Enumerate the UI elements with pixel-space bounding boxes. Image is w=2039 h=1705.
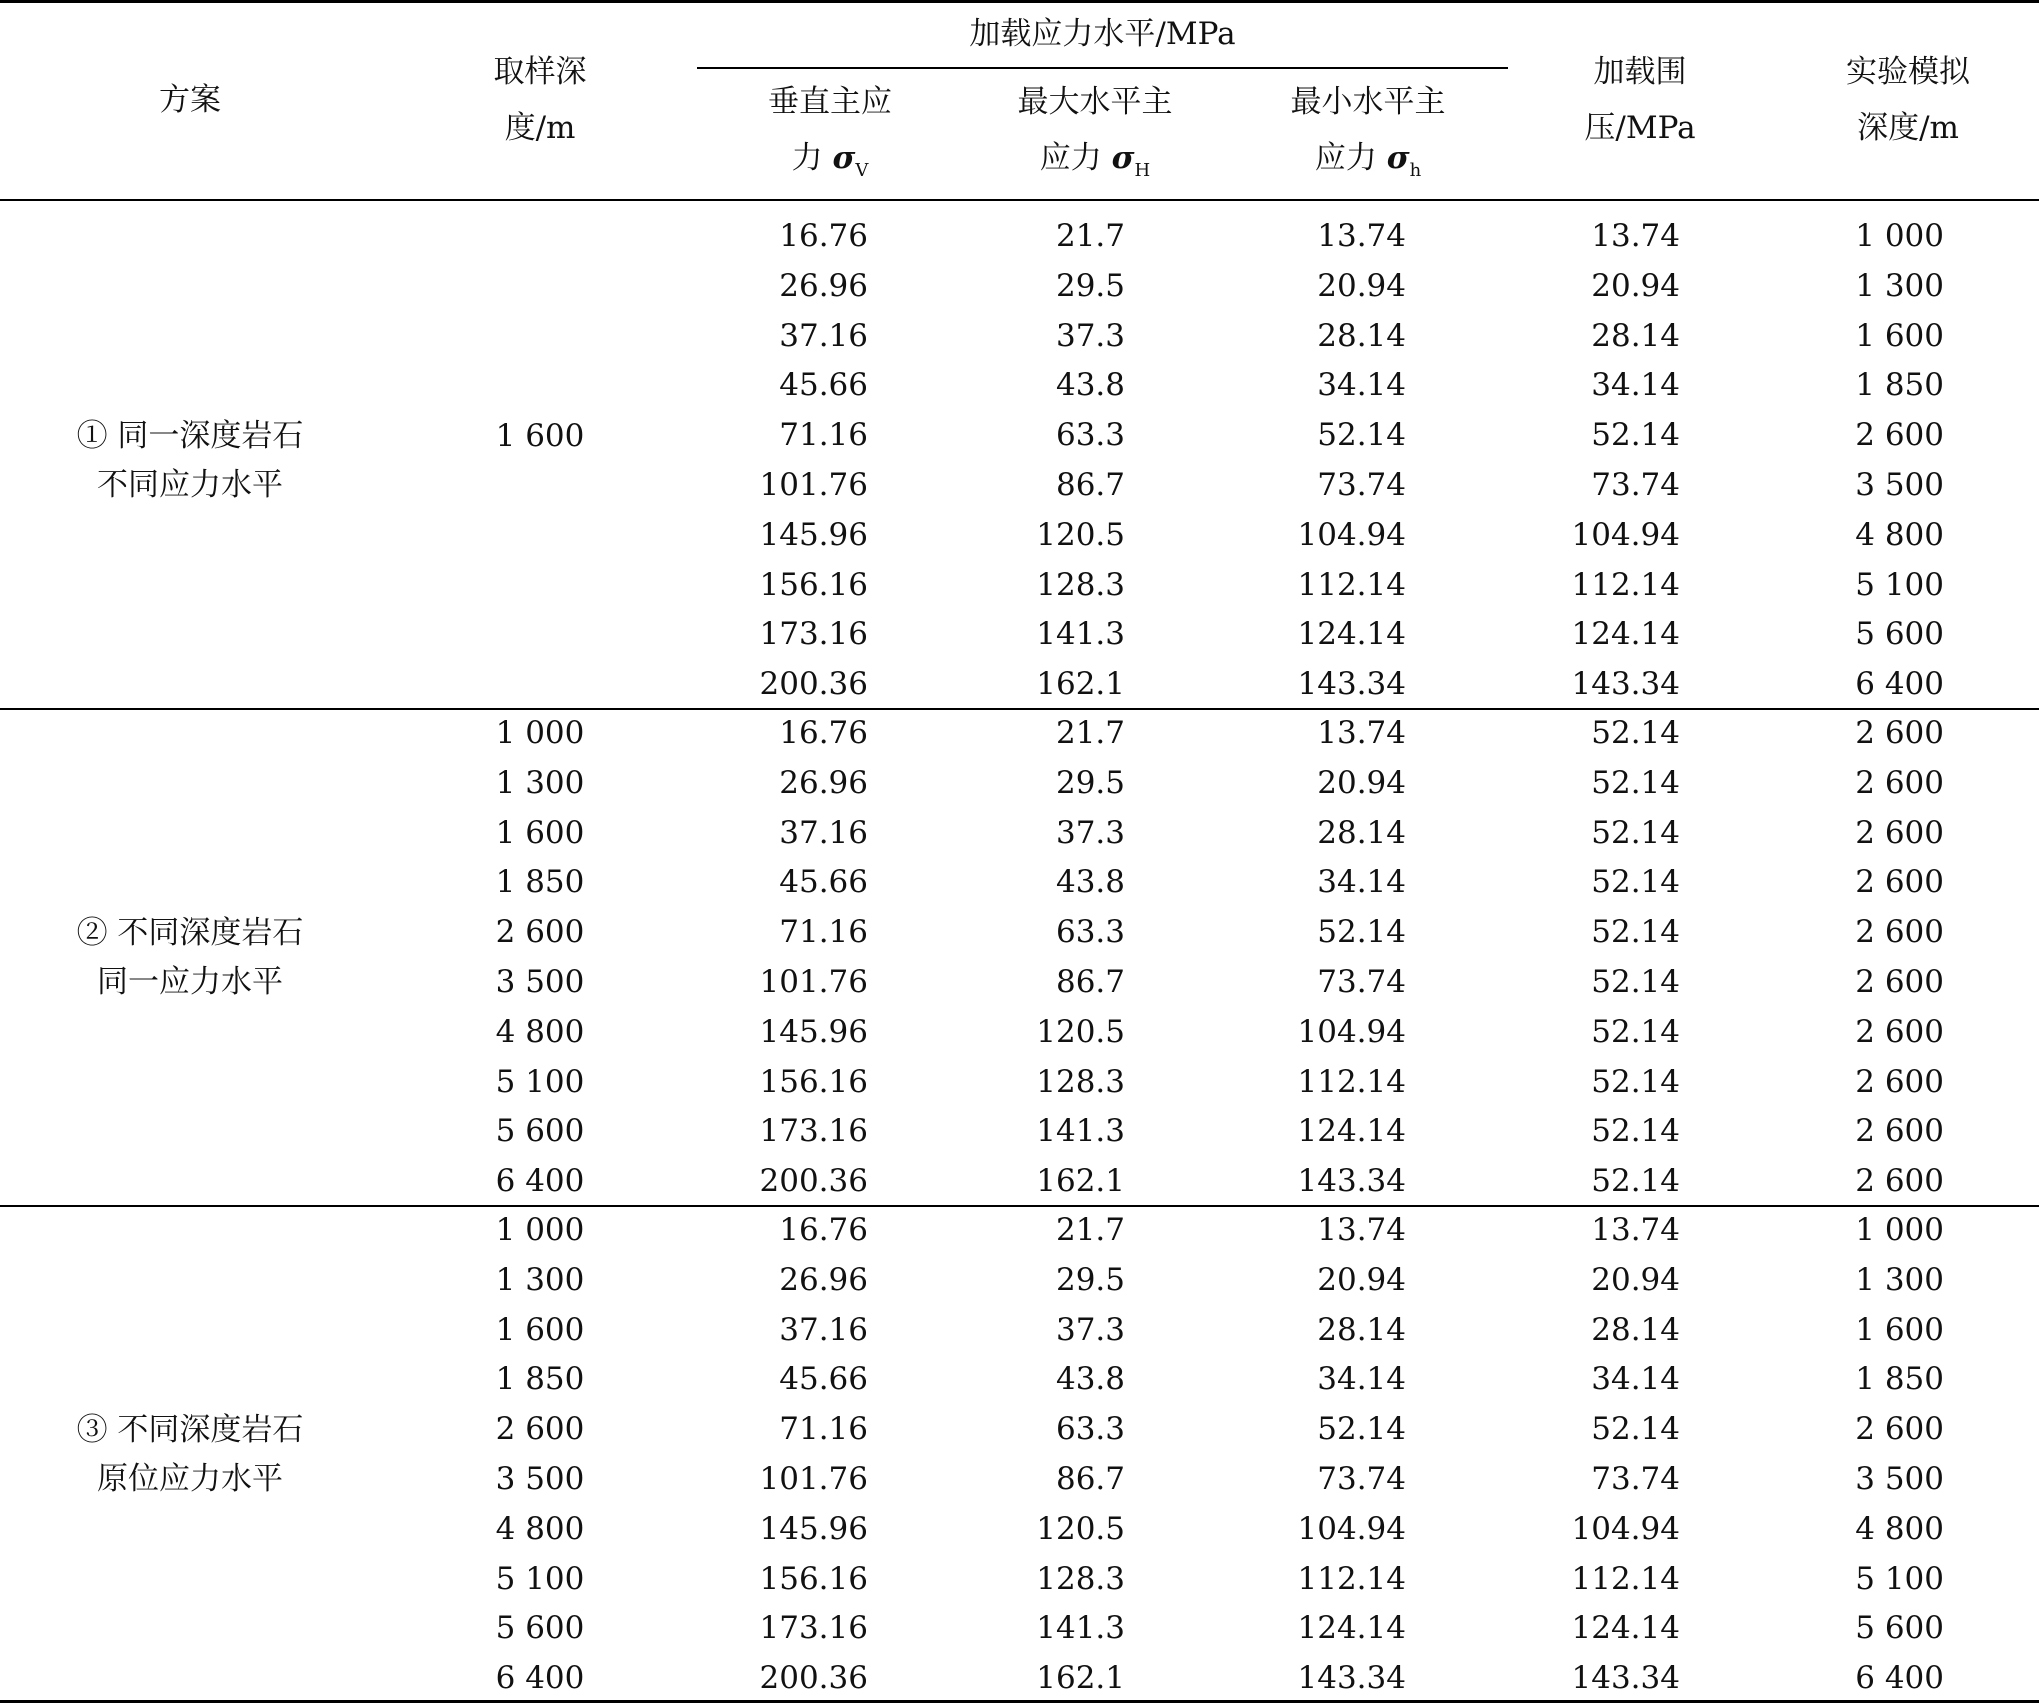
- cell-conf: 13.74: [1591, 218, 1680, 254]
- cell-sim: 1 850: [1855, 367, 1944, 404]
- group-3-label-line1: ③ 不同深度岩石: [76, 1412, 304, 1448]
- header-confining-line2: 压/MPa: [1584, 110, 1696, 146]
- cell-conf: 112.14: [1571, 1560, 1680, 1597]
- cell-sim: 3 500: [1855, 467, 1944, 503]
- cell-depth: 5 600: [495, 1610, 585, 1647]
- cell-conf: 52.14: [1591, 1113, 1680, 1150]
- header-scheme: 方案: [159, 82, 221, 118]
- cell-conf: 52.14: [1591, 1063, 1680, 1100]
- cell-depth: 2 600: [495, 1411, 585, 1448]
- cell-sH: 43.8: [1055, 367, 1125, 404]
- cell-depth: 5 100: [495, 1560, 585, 1597]
- cell-conf: 112.14: [1571, 566, 1680, 603]
- cell-conf: 34.14: [1591, 367, 1680, 404]
- cell-sim: 2 600: [1855, 417, 1944, 454]
- cell-sim: 2 600: [1855, 715, 1944, 751]
- cell-sh: 73.74: [1317, 1461, 1406, 1497]
- cell-sim: 2 600: [1855, 1013, 1944, 1050]
- group-2-label-line2: 同一应力水平: [97, 964, 283, 1000]
- cell-sH: 86.7: [1055, 1461, 1125, 1497]
- group-divider-2: [0, 1205, 2039, 1207]
- cell-sH: 162.1: [1036, 1163, 1125, 1200]
- cell-conf: 20.94: [1591, 1261, 1680, 1298]
- header-bottom-rule: [0, 199, 2039, 201]
- cell-sh: 112.14: [1297, 1063, 1406, 1100]
- cell-sv: 101.76: [759, 1461, 868, 1497]
- cell-sim: 1 850: [1855, 1361, 1944, 1398]
- cell-conf: 28.14: [1591, 317, 1680, 354]
- cell-depth: 1 000: [495, 715, 585, 751]
- cell-conf: 143.34: [1571, 666, 1680, 703]
- cell-sv: 16.76: [779, 218, 868, 254]
- cell-sH: 37.3: [1055, 1311, 1125, 1348]
- cell-depth: 1 850: [495, 1361, 585, 1398]
- cell-depth: 5 100: [495, 1063, 585, 1100]
- cell-conf: 73.74: [1591, 1461, 1680, 1497]
- cell-sH: 63.3: [1055, 417, 1125, 454]
- cell-sh: 143.34: [1297, 1660, 1406, 1697]
- sigma-h-min-symbol: σ: [1386, 140, 1410, 176]
- cell-sim: 2 600: [1855, 864, 1944, 901]
- cell-depth: 1 300: [495, 1261, 585, 1298]
- cell-conf: 104.94: [1571, 516, 1680, 553]
- cell-sim: 6 400: [1855, 666, 1944, 703]
- header-shmax-line2: [985, 138, 1205, 191]
- cell-conf: 52.14: [1591, 1411, 1680, 1448]
- header-shmax-label: 应力: [1039, 140, 1112, 176]
- cell-sH: 43.8: [1055, 864, 1125, 901]
- sigma-v-subscript: V: [855, 160, 869, 181]
- cell-sim: 2 600: [1855, 1113, 1944, 1150]
- cell-sv: 200.36: [759, 1163, 868, 1200]
- cell-depth: 1 850: [495, 864, 585, 901]
- cell-conf: 52.14: [1591, 1013, 1680, 1050]
- cell-sim: 1 600: [1855, 1311, 1944, 1348]
- cell-sv: 173.16: [759, 1113, 868, 1150]
- cell-conf: 52.14: [1591, 814, 1680, 851]
- cell-conf: 104.94: [1571, 1510, 1680, 1547]
- cell-sh: 124.14: [1297, 1113, 1406, 1150]
- cell-sv: 16.76: [779, 715, 868, 751]
- cell-sh: 13.74: [1317, 218, 1406, 254]
- header-sim-depth-line2: 深度/m: [1857, 110, 1959, 146]
- group-1-label-line1: ① 同一深度岩石: [76, 418, 304, 454]
- cell-sH: 86.7: [1055, 964, 1125, 1000]
- cell-sh: 104.94: [1297, 1510, 1406, 1547]
- cell-conf: 28.14: [1591, 1311, 1680, 1348]
- sigma-v-symbol: σ: [832, 140, 856, 176]
- cell-sH: 128.3: [1036, 566, 1125, 603]
- cell-sv: 37.16: [779, 1311, 868, 1348]
- cell-sh: 34.14: [1317, 864, 1406, 901]
- cell-sv: 173.16: [759, 616, 868, 653]
- cell-conf: 20.94: [1591, 267, 1680, 304]
- cell-sH: 29.5: [1055, 1261, 1125, 1298]
- header-shmin-line1: 最小水平主: [1290, 84, 1446, 120]
- cell-sim: 1 000: [1855, 1212, 1944, 1248]
- cell-sv: 26.96: [779, 1261, 868, 1298]
- cell-depth: 1 600: [495, 814, 585, 851]
- header-sim-depth-line1: 实验模拟: [1846, 54, 1970, 90]
- cell-sv: 71.16: [779, 1411, 868, 1448]
- cell-sv: 45.66: [779, 1361, 868, 1398]
- cell-sim: 2 600: [1855, 914, 1944, 951]
- cell-conf: 52.14: [1591, 1163, 1680, 1200]
- cell-sh: 124.14: [1297, 1610, 1406, 1647]
- header-sv-line2: [730, 138, 930, 191]
- cell-depth: 3 500: [495, 1461, 585, 1497]
- cell-sh: 143.34: [1297, 666, 1406, 703]
- header-sample-depth-line2: 度/m: [504, 110, 576, 146]
- cell-sh: 13.74: [1317, 715, 1406, 751]
- cell-sv: 145.96: [759, 1510, 868, 1547]
- cell-sv: 156.16: [759, 566, 868, 603]
- cell-conf: 52.14: [1591, 914, 1680, 951]
- cell-sH: 120.5: [1036, 1510, 1125, 1547]
- cell-depth: 4 800: [495, 1510, 585, 1547]
- cell-sh: 104.94: [1297, 516, 1406, 553]
- cell-sv: 156.16: [759, 1063, 868, 1100]
- cell-sH: 21.7: [1055, 1212, 1125, 1248]
- cell-sH: 141.3: [1036, 1610, 1125, 1647]
- group-divider-1: [0, 708, 2039, 710]
- header-confining-line1: 加载围: [1593, 54, 1687, 90]
- table-top-rule: [0, 0, 2039, 3]
- cell-sv: 71.16: [779, 417, 868, 454]
- cell-sh: 52.14: [1317, 1411, 1406, 1448]
- header-shmin-label: 应力: [1314, 140, 1387, 176]
- cell-depth: 1 300: [495, 764, 585, 801]
- cell-sh: 28.14: [1317, 1311, 1406, 1348]
- cell-sH: 21.7: [1055, 715, 1125, 751]
- header-sample-depth-line1: 取样深: [493, 54, 587, 90]
- cell-depth: 6 400: [495, 1163, 585, 1200]
- cell-conf: 52.14: [1591, 715, 1680, 751]
- cell-sH: 128.3: [1036, 1560, 1125, 1597]
- header-shmax-line1: 最大水平主: [1017, 84, 1173, 120]
- cell-sim: 1 300: [1855, 1261, 1944, 1298]
- cell-sh: 28.14: [1317, 814, 1406, 851]
- cell-sim: 2 600: [1855, 764, 1944, 801]
- cell-depth: 5 600: [495, 1113, 585, 1150]
- cell-sh: 143.34: [1297, 1163, 1406, 1200]
- cell-sH: 141.3: [1036, 1113, 1125, 1150]
- cell-sv: 101.76: [759, 964, 868, 1000]
- cell-sh: 73.74: [1317, 964, 1406, 1000]
- cell-sim: 5 100: [1855, 1560, 1944, 1597]
- cell-sim: 3 500: [1855, 1461, 1944, 1497]
- cell-conf: 52.14: [1591, 964, 1680, 1000]
- cell-sH: 37.3: [1055, 317, 1125, 354]
- cell-sH: 141.3: [1036, 616, 1125, 653]
- cell-sh: 124.14: [1297, 616, 1406, 653]
- cell-sv: 145.96: [759, 516, 868, 553]
- cell-depth: 4 800: [495, 1013, 585, 1050]
- cell-conf: 143.34: [1571, 1660, 1680, 1697]
- cell-sH: 63.3: [1055, 914, 1125, 951]
- cell-sH: 86.7: [1055, 467, 1125, 503]
- cell-sh: 34.14: [1317, 367, 1406, 404]
- cell-sh: 20.94: [1317, 267, 1406, 304]
- header-shmin-line2: [1258, 138, 1478, 191]
- cell-sH: 37.3: [1055, 814, 1125, 851]
- cell-sh: 104.94: [1297, 1013, 1406, 1050]
- cell-sh: 52.14: [1317, 914, 1406, 951]
- cell-conf: 73.74: [1591, 467, 1680, 503]
- sigma-h-max-subscript: H: [1134, 160, 1151, 181]
- cell-conf: 124.14: [1571, 616, 1680, 653]
- cell-sim: 2 600: [1855, 1163, 1944, 1200]
- header-sv-label: 力: [791, 140, 833, 176]
- cell-sv: 145.96: [759, 1013, 868, 1050]
- cell-sv: 200.36: [759, 666, 868, 703]
- cell-sim: 1 600: [1855, 317, 1944, 354]
- cell-sim: 2 600: [1855, 964, 1944, 1000]
- cell-sim: 5 600: [1855, 616, 1944, 653]
- cell-sv: 71.16: [779, 914, 868, 951]
- cell-sv: 26.96: [779, 764, 868, 801]
- cell-sh: 112.14: [1297, 1560, 1406, 1597]
- cell-depth: 1 600: [495, 1311, 585, 1348]
- cell-sh: 28.14: [1317, 317, 1406, 354]
- cell-sH: 29.5: [1055, 267, 1125, 304]
- cell-sim: 5 600: [1855, 1610, 1944, 1647]
- cell-sim: 2 600: [1855, 814, 1944, 851]
- cell-sh: 13.74: [1317, 1212, 1406, 1248]
- cell-conf: 124.14: [1571, 1610, 1680, 1647]
- cell-sim: 2 600: [1855, 1411, 1944, 1448]
- cell-sim: 2 600: [1855, 1063, 1944, 1100]
- sigma-h-min-subscript: h: [1409, 160, 1422, 181]
- group-1-sample-depth: 1 600: [495, 418, 585, 454]
- cell-sH: 120.5: [1036, 1013, 1125, 1050]
- stress-group-rule: [697, 67, 1508, 69]
- cell-sv: 101.76: [759, 467, 868, 503]
- cell-sH: 128.3: [1036, 1063, 1125, 1100]
- cell-sH: 21.7: [1055, 218, 1125, 254]
- header-sv-line1: 垂直主应: [768, 84, 892, 120]
- cell-sH: 43.8: [1055, 1361, 1125, 1398]
- cell-conf: 52.14: [1591, 417, 1680, 454]
- cell-sim: 4 800: [1855, 1510, 1944, 1547]
- cell-depth: 6 400: [495, 1660, 585, 1697]
- cell-sH: 162.1: [1036, 666, 1125, 703]
- table-bottom-rule: [0, 1700, 2039, 1703]
- cell-sH: 29.5: [1055, 764, 1125, 801]
- cell-depth: 1 000: [495, 1212, 585, 1248]
- cell-sim: 4 800: [1855, 516, 1944, 553]
- cell-sv: 45.66: [779, 367, 868, 404]
- cell-sh: 34.14: [1317, 1361, 1406, 1398]
- cell-sim: 1 300: [1855, 267, 1944, 304]
- cell-sv: 26.96: [779, 267, 868, 304]
- cell-sH: 63.3: [1055, 1411, 1125, 1448]
- cell-sh: 73.74: [1317, 467, 1406, 503]
- cell-sv: 37.16: [779, 814, 868, 851]
- cell-sv: 37.16: [779, 317, 868, 354]
- sigma-h-max-symbol: σ: [1111, 140, 1135, 176]
- group-1-label-line2: 不同应力水平: [97, 467, 283, 503]
- cell-sv: 45.66: [779, 864, 868, 901]
- group-2-label-line1: ② 不同深度岩石: [76, 915, 304, 951]
- cell-sim: 6 400: [1855, 1660, 1944, 1697]
- cell-sv: 156.16: [759, 1560, 868, 1597]
- cell-conf: 34.14: [1591, 1361, 1680, 1398]
- group-3-label-line2: 原位应力水平: [97, 1461, 283, 1497]
- cell-conf: 52.14: [1591, 764, 1680, 801]
- cell-sH: 120.5: [1036, 516, 1125, 553]
- cell-sh: 20.94: [1317, 764, 1406, 801]
- cell-conf: 13.74: [1591, 1212, 1680, 1248]
- cell-sv: 16.76: [779, 1212, 868, 1248]
- cell-depth: 2 600: [495, 914, 585, 951]
- cell-conf: 52.14: [1591, 864, 1680, 901]
- cell-sim: 1 000: [1855, 218, 1944, 254]
- cell-sim: 5 100: [1855, 566, 1944, 603]
- cell-sh: 20.94: [1317, 1261, 1406, 1298]
- cell-sH: 162.1: [1036, 1660, 1125, 1697]
- header-stress-group: 加载应力水平/MPa: [969, 16, 1236, 52]
- cell-sh: 112.14: [1297, 566, 1406, 603]
- cell-sv: 173.16: [759, 1610, 868, 1647]
- cell-sv: 200.36: [759, 1660, 868, 1697]
- cell-sh: 52.14: [1317, 417, 1406, 454]
- cell-depth: 3 500: [495, 964, 585, 1000]
